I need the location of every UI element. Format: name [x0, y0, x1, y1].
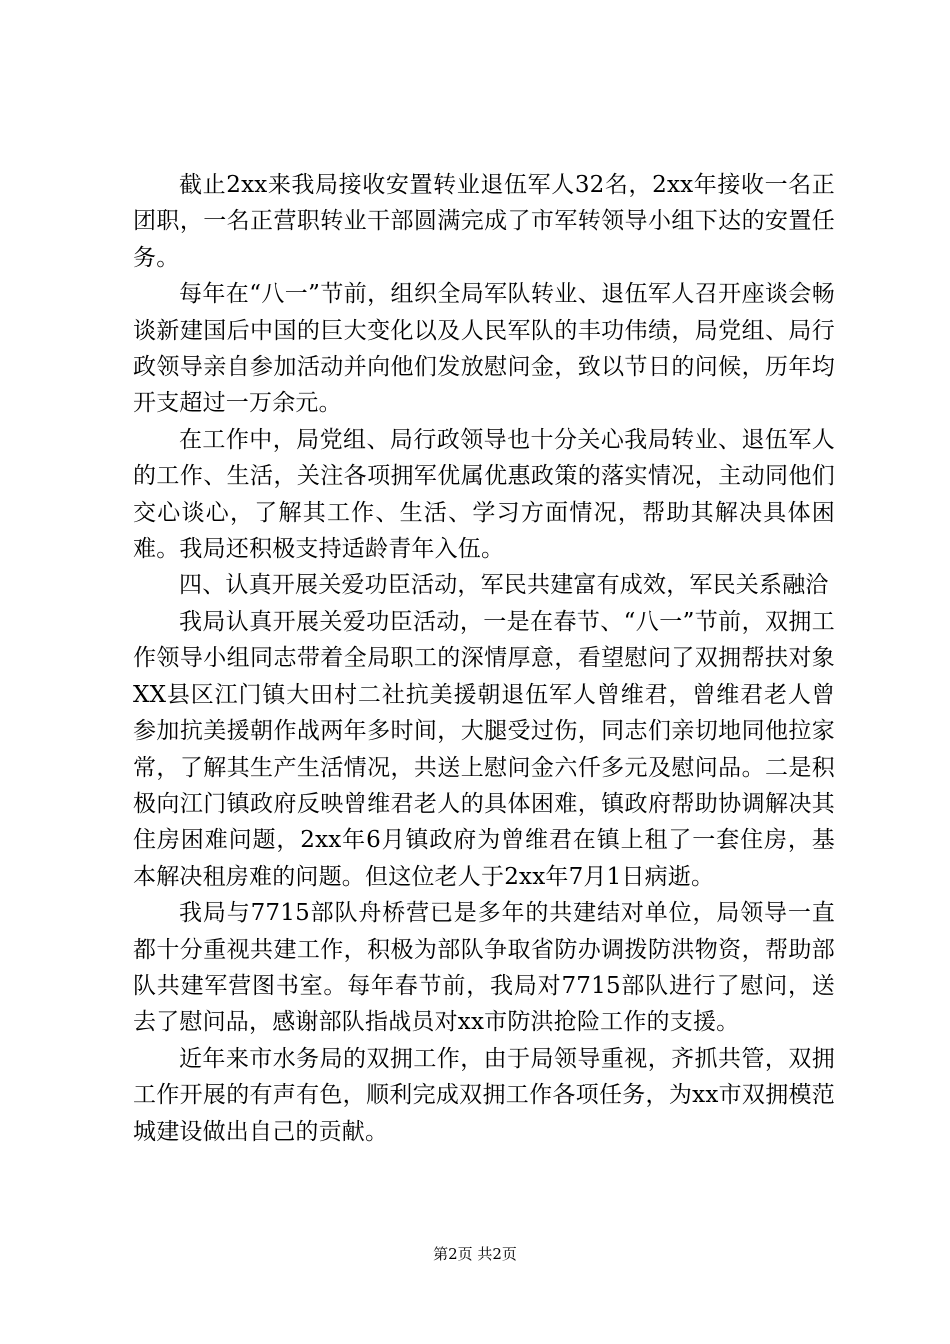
section-heading-4: 四、认真开展关爱功臣活动，军民共建富有成效，军民关系融洽: [179, 572, 829, 599]
paragraph-5: 我局认真开展关爱功臣活动，一是在春节、“八一”节前，双拥工作领导小组同志带着全局职工的深情厚意，看望慰问了双拥帮扶对象XX县区江门镇大田村二社抗美援朝退伍军人曾维君，曾维君老人曾参加抗美援朝作战两年多时间，大腿受过伤，同志们亲切地同他拉家常，了解其生产生活情况，共送上慰问金六仟多元及慰问品。二是积极向江门镇政府反映曾维君老人的具体困难，镇政府帮助协调解决其住房困难问题，2xx年6月镇政府为曾维君在镇上租了一套住房，基本解决租房难的问题。但这位老人于2xx年7月1日病逝。: [133, 608, 835, 890]
page-footer: 第2页 共2页: [433, 1245, 517, 1263]
paragraph-1: 截止2xx来我局接收安置转业退伍军人32名，2xx年接收一名正团职，一名正营职转业干部圆满完成了市军转领导小组下达的安置任务。: [133, 172, 835, 271]
document-body: [133, 167, 835, 1150]
paragraph-7: 近年来市水务局的双拥工作，由于局领导重视，齐抓共管，双拥工作开展的有声有色，顺利完成双拥工作各项任务，为xx市双拥模范城建设做出自己的贡献。: [133, 1045, 835, 1145]
paragraph-6: 我局与7715部队舟桥营已是多年的共建结对单位，局领导一直都十分重视共建工作，积极为部队争取省防办调拨防洪物资，帮助部队共建军营图书室。每年春节前，我局对7715部队进行了慰问，送去了慰问品，感谢部队指战员对xx市防洪抢险工作的支援。: [133, 900, 835, 1036]
paragraph-2: 每年在“八一”节前，组织全局军队转业、退伍军人召开座谈会畅谈新建国后中国的巨大变化以及人民军队的丰功伟绩，局党组、局行政领导亲自参加活动并向他们发放慰问金，致以节日的问候，历年均开支超过一万余元。: [133, 281, 835, 417]
paragraph-3: 在工作中，局党组、局行政领导也十分关心我局转业、退伍军人的工作、生活，关注各项拥军优属优惠政策的落实情况，主动同他们交心谈心，了解其工作、生活、学习方面情况，帮助其解决具体困难。我局还积极支持适龄青年入伍。: [133, 426, 835, 563]
